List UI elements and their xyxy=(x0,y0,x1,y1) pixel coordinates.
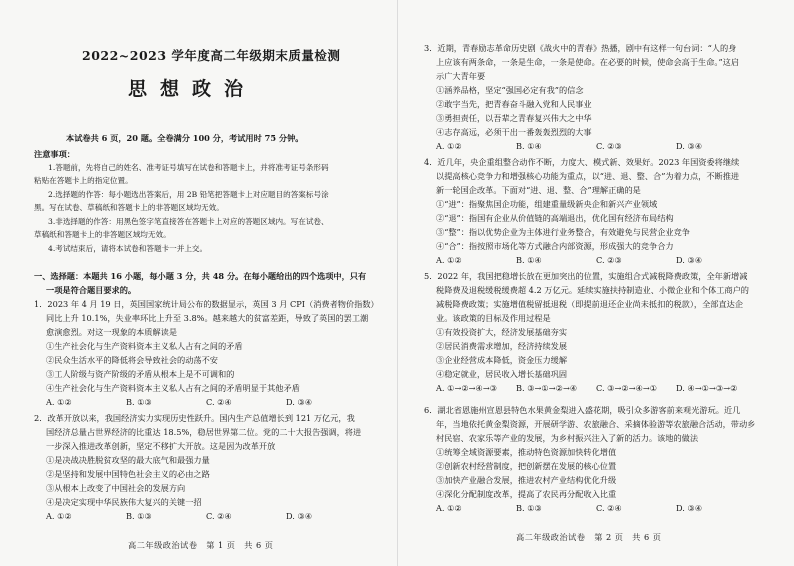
q6-choice: ②创新农村经营制度，把创新摆在发展的核心位置 xyxy=(436,461,617,471)
q3-stem: 上应该有两条命，一条是生命，一条是使命。在必要的时候，使命会高于生命。”这启 xyxy=(436,57,740,67)
q5-stem: 税降费及退税缓税缓费超 4.2 万亿元。延续实施扶持制造业、小微企业和个体工商户的 xyxy=(436,285,749,295)
option-d: D. ③④ xyxy=(676,503,703,513)
q2-stem: 2．改革开放以来，我国经济实力实现历史性跃升。国内生产总值增长到 121 万亿元，我 xyxy=(34,413,355,423)
option-a: A. ①→②→④→③ xyxy=(436,383,498,393)
option-a: A. ①② xyxy=(46,511,72,521)
q5-choice: ①有效投资扩大，经济发展基础夯实 xyxy=(436,327,568,337)
notice-line: 粘贴在答题卡上的指定位置。 xyxy=(34,176,133,185)
q6-options xyxy=(436,502,756,514)
notice-line: 3.非选择题的作答：用黑色签字笔直接答在答题卡上对应的答题区域内。写在试卷、 xyxy=(48,217,329,226)
option-b: B. ③→①→②→④ xyxy=(516,383,578,393)
q3-choice: ③勇担责任，以吾辈之青春复兴伟大之中华 xyxy=(436,113,592,123)
option-d: D. ④→①→③→② xyxy=(676,383,738,393)
q2-stem: 一步深入推进改革创新，坚定不移扩大开放。这是因为改革开放 xyxy=(46,441,276,451)
q4-choice: ①“进”：指聚焦国企功能，组建重量级新央企和新兴产业领域 xyxy=(436,199,658,209)
q6-stem: 6．湖北省恩施州宣恩县特色水果黄金梨进入盛花期，吸引众多游客前来观光游玩。近几 xyxy=(424,405,741,415)
notice-heading: 注意事项： xyxy=(34,149,75,159)
option-b: B. ①③ xyxy=(126,511,152,521)
option-d: D. ③④ xyxy=(286,397,313,407)
q4-stem: 4．近几年，央企重组整合动作不断，力度大、模式新、效果好。2023 年国资委将继续 xyxy=(424,157,740,167)
q6-stem: 村民宿、农家乐等产业的发展，为乡村振兴注入了新的活力。该地的做法 xyxy=(436,433,699,443)
option-d: D. ③④ xyxy=(286,511,313,521)
q2-stem: 国经济总量占世界经济的比重达 18.5%，稳居世界第二位。党的二十大报告强调，将进 xyxy=(46,427,362,437)
q1-choice: ②民众生活水平的降低将会导致社会的动荡不安 xyxy=(46,355,218,365)
exam-title: 2022~2023 学年度高二年级期末质量检测 xyxy=(82,48,341,63)
option-a: A. ①② xyxy=(436,141,462,151)
q1-choice: ①生产社会化与生产资料资本主义私人占有之间的矛盾 xyxy=(46,341,243,351)
option-c: C. ②③ xyxy=(596,255,622,265)
option-a: A. ①② xyxy=(436,255,462,265)
q5-stem: 减税降费政策；实施增值税留抵退税（即提前退还企业尚未抵扣的税款），全部直达企 xyxy=(436,299,744,309)
option-c: C. ②④ xyxy=(206,511,232,521)
option-c: C. ②④ xyxy=(596,503,622,513)
option-c: C. ②③ xyxy=(596,141,622,151)
q2-options xyxy=(46,510,366,522)
q1-stem: 愈演愈烈。对这一现象的本质解读是 xyxy=(46,327,178,337)
q3-stem: 示广大青年要 xyxy=(436,71,486,81)
q3-stem: 3．近期，青春励志革命历史剧《战火中的青春》热播，剧中有这样一句台词：“人的身 xyxy=(424,43,737,53)
q5-choice: ③企业经营成本降低，资金压力缓解 xyxy=(436,355,568,365)
q1-stem: 1．2023 年 4 月 19 日，英国国家统计局公布的数据显示，英国 3 月 CPI（消费者物价指数） xyxy=(34,299,379,309)
notice-line: 2.选择题的作答：每小题选出答案后，用 2B 铅笔把答题卡上对应题目的答案标号涂 xyxy=(48,190,329,199)
option-b: B. ①③ xyxy=(126,397,152,407)
q2-choice: ①是决战决胜脱贫攻坚的最大底气和最强力量 xyxy=(46,455,210,465)
notice-line: 4.考试结束后，请将本试卷和答题卡一并上交。 xyxy=(48,244,208,253)
option-b: B. ①④ xyxy=(516,255,542,265)
exam-info: 本试卷共 6 页，20 题。全卷满分 100 分，考试用时 75 分钟。 xyxy=(66,133,304,143)
q1-choice: ④生产社会化与生产资料资本主义私人占有之间的矛盾明显于其他矛盾 xyxy=(46,383,300,393)
q4-choice: ④“合”：指按照市场化等方式融合内部资源，形成强大的竞争合力 xyxy=(436,241,674,251)
option-d: D. ③④ xyxy=(676,141,703,151)
q3-options xyxy=(436,140,756,152)
option-b: B. ①④ xyxy=(516,141,542,151)
q2-choice: ④是决定实现中华民族伟大复兴的关键一招 xyxy=(46,497,202,507)
option-c: C. ③→②→④→① xyxy=(596,383,658,393)
q6-choice: ①统筹全域资源要素，推动特色资源加快转化增值 xyxy=(436,447,617,457)
q4-stem: 新一轮国企改革。下面对“进、退、整、合”理解正确的是 xyxy=(436,185,641,195)
option-d: D. ③④ xyxy=(676,255,703,265)
q3-choice: ②敢字当先，把青春奋斗融入党和人民事业 xyxy=(436,99,592,109)
section-heading: 一、选择题：本题共 16 小题，每小题 3 分，共 48 分。在每小题给出的四个选项中，只有 xyxy=(34,271,367,281)
q2-choice: ③从根本上改变了中国社会的发展方向 xyxy=(46,483,186,493)
page-2 xyxy=(397,0,794,566)
q1-choice: ③工人阶级与资产阶级的矛盾从根本上是不可调和的 xyxy=(46,369,235,379)
q6-choice: ③加快产业融合发展，推进农村产业结构优化升级 xyxy=(436,475,617,485)
q2-choice: ②是坚持和发展中国特色社会主义的必由之路 xyxy=(46,469,210,479)
q4-choice: ③“整”：指以优势企业为主体进行业务整合，有效避免与民营企业竞争 xyxy=(436,227,690,237)
q5-stem: 业。该政策的目标及作用过程是 xyxy=(436,313,551,323)
q4-choice: ②“退”：指国有企业从价值链的高端退出，优化国有经济布局结构 xyxy=(436,213,674,223)
q4-stem: 以提高核心竞争力和增强核心功能为重点，以“进、退、整、合”为着力点，不断推进 xyxy=(436,171,740,181)
option-a: A. ①② xyxy=(436,503,462,513)
section-heading-cont: 一项是符合题目要求的。 xyxy=(46,285,137,295)
q1-options xyxy=(46,396,366,408)
option-b: B. ①③ xyxy=(516,503,542,513)
q3-choice: ①涵养品格，坚定“强国必定有我”的信念 xyxy=(436,85,584,95)
subject-title: 思想政治 xyxy=(128,78,257,100)
notice-line: 1.答题前，先将自己的姓名、准考证号填写在试卷和答题卡上，并将准考证号条形码 xyxy=(48,163,329,172)
page-footer: 高二年级政治试卷 第 1 页 共 6 页 xyxy=(128,540,274,550)
page-footer: 高二年级政治试卷 第 2 页 共 6 页 xyxy=(516,532,662,542)
option-c: C. ②④ xyxy=(206,397,232,407)
notice-line: 草稿纸和答题卡上的非答题区域均无效。 xyxy=(34,230,171,239)
q1-stem: 同比上升 10.1%，失业率环比上升至 3.8%。越来越大的贫富差距，导致了英国的罢工潮 xyxy=(46,313,369,323)
q3-choice: ④志存高远，必须干出一番轰轰烈烈的大事 xyxy=(436,127,592,137)
q5-options xyxy=(436,382,756,394)
q6-choice: ④深化分配制度改革，提高了农民再分配收入比重 xyxy=(436,489,617,499)
q4-options xyxy=(436,254,756,266)
q5-choice: ④稳定就业，居民收入增长基础巩固 xyxy=(436,369,568,379)
q5-stem: 5．2022 年，我国把稳增长放在更加突出的位置，实施组合式减税降费政策，全年新增减 xyxy=(424,271,748,281)
notice-line: 黑。写在试卷、草稿纸和答题卡上的非答题区域均无效。 xyxy=(34,203,224,212)
q6-stem: 年，当地依托黄金梨资源，开展研学游、农旅融合、采摘体验游等农旅融合活动，带动乡 xyxy=(436,419,756,429)
option-a: A. ①② xyxy=(46,397,72,407)
q5-choice: ②居民消费需求增加，经济持续发展 xyxy=(436,341,568,351)
